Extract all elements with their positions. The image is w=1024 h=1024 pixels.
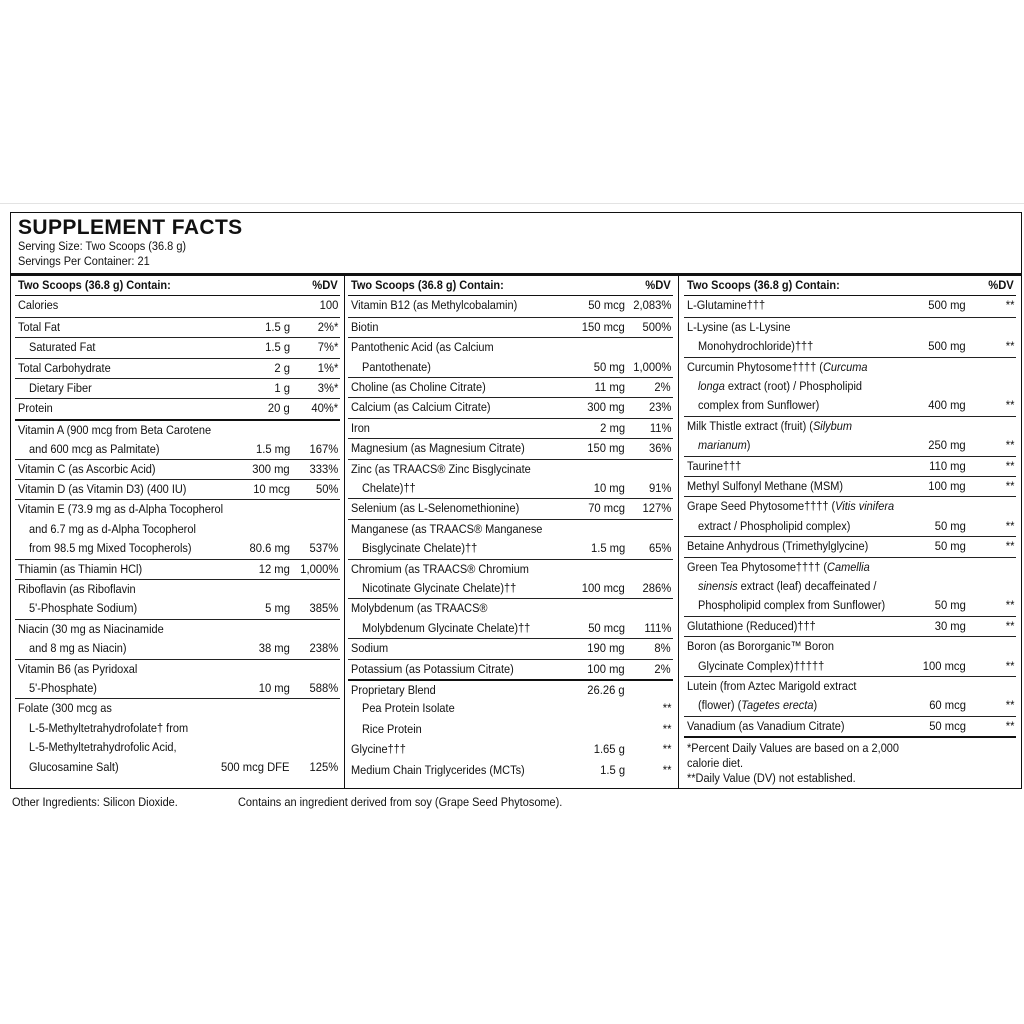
nutrient-daily-value: ** [662,721,671,736]
nutrient-row [15,337,340,357]
nutrient-name-continued: from 98.5 mg Mixed Tocopherols) [29,541,192,556]
nutrient-name: Curcumin Phytosome†††† (Curcuma [687,359,868,374]
nutrient-daily-value: ** [662,762,671,777]
nutrient-daily-value: 2%* [317,319,338,334]
nutrient-row [348,699,673,719]
nutrient-row [15,419,340,459]
nutrient-amount: 12 mg [258,561,290,576]
nutrient-name: Vitamin D (as Vitamin D3) (400 IU) [18,482,187,496]
nutrient-name: Glycine††† [351,742,406,757]
nutrient-name-continued: and 600 mcg as Palmitate) [29,442,160,457]
supplement-facts-panel [10,212,1022,789]
nutrient-name: Vitamin B6 (as Pyridoxal [18,661,138,676]
nutrient-daily-value: ** [662,701,671,716]
nutrient-row [684,536,1016,556]
nutrient-name: Pantothenic Acid (as Calcium [351,340,494,355]
nutrient-name-continued: Chelate)†† [362,480,416,495]
nutrient-name-continued: Pantothenate) [362,359,431,374]
nutrient-amount: 10 mcg [253,482,290,496]
nutrient-amount: 1.5 mg [590,541,625,556]
nutrient-amount: 100 mcg [922,658,966,673]
nutrient-name-continued: Phospholipid complex from Sunflower) [698,598,886,613]
nutrient-name: Green Tea Phytosome†††† (Camellia [687,559,870,574]
nutrient-name: Taurine††† [687,458,742,473]
nutrient-name: Vanadium (as Vanadium Citrate) [687,718,845,733]
nutrient-row [348,377,673,397]
nutrient-row [684,636,1016,676]
nutrient-name-continued: and 8 mg as Niacin) [29,641,127,656]
nutrient-amount: 10 mg [258,680,290,695]
nutrient-daily-value: ** [1005,618,1014,633]
nutrient-name-continued: Nicotinate Glycinate Chelate)†† [362,580,517,595]
soy-statement: Contains an ingredient derived from soy (Grape Seed Phytosome). [238,795,563,809]
nutrient-amount: 1.65 g [593,742,625,757]
nutrient-daily-value: 500% [642,319,671,334]
nutrient-name: Proprietary Blend [351,683,436,697]
nutrient-row [348,761,673,781]
nutrient-amount: 1.5 mg [255,442,290,457]
nutrient-name-continued: 5'-Phosphate) [29,680,97,695]
nutrient-name: Milk Thistle extract (fruit) (Silybum [687,418,852,433]
nutrient-name: L-Lysine (as L-Lysine [687,319,791,334]
column-header [684,276,1016,296]
nutrient-amount: 11 mg [594,380,625,394]
nutrient-amount: 190 mg [587,641,625,656]
nutrient-daily-value: 127% [642,501,671,516]
footnote-line: calorie diet. [687,756,744,771]
nutrient-amount: 26.26 g [587,683,625,697]
nutrient-name: Vitamin C (as Ascorbic Acid) [18,461,156,476]
nutrient-daily-value: 1%* [317,360,338,375]
nutrient-row [684,416,1016,456]
nutrient-row [15,559,340,579]
nutrient-name: Niacin (30 mg as Niacinamide [18,621,164,636]
nutrient-amount: 400 mg [928,398,966,413]
nutrient-row [348,438,673,458]
nutrient-row [348,397,673,417]
nutrient-amount: 1.5 g [265,340,290,355]
column-header-dv: %DV [988,278,1014,292]
nutrient-name: L-Glutamine††† [687,298,766,313]
nutrient-name: Vitamin B12 (as Methylcobalamin) [351,298,518,313]
nutrient-daily-value: 2,083% [632,298,671,313]
nutrient-name: Pea Protein Isolate [362,701,455,716]
nutrient-name: Manganese (as TRAACS® Manganese [351,521,543,536]
nutrient-daily-value: 8% [654,641,671,656]
nutrient-row [15,659,340,699]
nutrient-row [348,559,673,599]
nutrient-amount: 5 mg [265,601,290,616]
nutrient-name: Calcium (as Calcium Citrate) [351,400,491,415]
nutrient-daily-value: ** [1005,518,1014,533]
nutrient-name: Choline (as Choline Citrate) [351,380,486,394]
nutrient-daily-value: ** [1005,339,1014,354]
nutrient-row [348,679,673,699]
nutrient-row [348,519,673,559]
nutrient-daily-value: 2% [654,380,671,394]
nutrient-amount: 500 mg [928,339,966,354]
nutrient-name: Boron (as Bororganic™ Boron [687,639,834,654]
nutrient-daily-value: ** [1005,438,1014,453]
nutrient-name: Betaine Anhydrous (Trimethylglycine) [687,539,869,554]
nutrient-name: Calories [18,298,59,313]
nutrient-row [15,579,340,619]
servings-per-container: Servings Per Container: 21 [18,254,150,268]
nutrient-name-continued: extract / Phospholipid complex) [698,518,851,533]
nutrient-name: Molybdenum (as TRAACS® [351,601,488,616]
nutrient-row [15,479,340,499]
nutrient-amount: 50 mcg [929,718,966,733]
column-header-label: Two Scoops (36.8 g) Contain: [687,278,840,292]
nutrient-daily-value: 333% [309,461,338,476]
nutrient-amount: 50 mcg [588,298,625,313]
nutrient-name: Total Carbohydrate [18,360,111,375]
column-header-dv: %DV [312,278,338,292]
nutrient-amount: 500 mg [928,298,966,313]
nutrient-row [684,456,1016,476]
nutrient-row [348,317,673,337]
nutrient-amount: 1.5 g [265,319,290,334]
nutrient-daily-value: 238% [309,641,338,656]
nutrient-amount: 30 mg [934,618,966,633]
nutrient-row [15,398,340,418]
nutrient-name: Methyl Sulfonyl Methane (MSM) [687,479,844,493]
nutrient-daily-value: 588% [309,680,338,695]
nutrient-row [348,296,673,316]
nutrient-amount: 50 mcg [588,620,625,635]
nutrient-amount: 500 mcg DFE [221,759,290,774]
column-header [15,276,340,296]
nutrient-name: Chromium (as TRAACS® Chromium [351,561,529,576]
nutrient-row [15,358,340,378]
nutrient-daily-value: 3%* [317,381,338,395]
nutrient-daily-value: 2% [654,661,671,676]
nutrient-name: Total Fat [18,319,61,334]
nutrient-row [348,418,673,438]
nutrient-name: Zinc (as TRAACS® Zinc Bisglycinate [351,461,531,476]
top-divider [0,203,1024,204]
nutrient-amount: 80.6 mg [249,541,290,556]
nutrient-name-continued: L-5-Methyltetrahydrofolate† from [29,720,189,735]
nutrient-name: Iron [351,420,370,435]
nutrient-name-continued: (flower) (Tagetes erecta) [698,698,818,713]
nutrient-daily-value: 36% [648,441,671,456]
nutrient-amount: 250 mg [928,438,966,453]
column-header-dv: %DV [645,278,671,292]
nutrient-name: Saturated Fat [29,340,96,355]
nutrient-name-continued: Molybdenum Glycinate Chelate)†† [362,620,531,635]
nutrient-amount: 50 mg [934,518,966,533]
nutrient-row [348,459,673,499]
nutrient-amount: 50 mg [934,539,966,554]
nutrient-daily-value: ** [1005,479,1014,493]
nutrient-daily-value: ** [1005,658,1014,673]
nutrient-daily-value: 50% [315,482,338,496]
nutrient-row [15,698,340,777]
nutrient-row [348,659,673,679]
nutrient-name-continued: 5'-Phosphate Sodium) [29,601,138,616]
nutrient-daily-value: ** [1005,598,1014,613]
nutrient-row [348,598,673,638]
nutrient-daily-value: 125% [309,759,338,774]
nutrient-name-continued: and 6.7 mg as d-Alpha Tocopherol [29,521,196,536]
nutrient-amount: 100 mcg [581,580,625,595]
nutrient-name: Thiamin (as Thiamin HCl) [18,561,143,576]
nutrient-amount: 300 mg [587,400,625,415]
nutrient-amount: 10 mg [593,480,625,495]
column-header-label: Two Scoops (36.8 g) Contain: [351,278,504,292]
nutrient-name-continued: Glycinate Complex)††††† [698,658,825,673]
nutrient-name-continued: Monohydrochloride)††† [698,339,814,354]
nutrient-amount: 1.5 g [600,762,625,777]
nutrient-daily-value: 91% [648,480,671,495]
nutrient-amount: 150 mcg [581,319,625,334]
nutrient-daily-value: 11% [649,420,671,435]
nutrient-daily-value: 167% [309,442,338,457]
nutrient-daily-value: 100 [319,298,338,313]
nutrient-amount: 70 mcg [588,501,625,516]
nutrient-name: Magnesium (as Magnesium Citrate) [351,441,525,456]
footnote-line: **Daily Value (DV) not established. [687,771,856,786]
nutrient-name-continued: complex from Sunflower) [698,398,820,413]
nutrient-name: Medium Chain Triglycerides (MCTs) [351,762,525,777]
nutrient-name: Biotin [351,319,379,334]
nutrient-amount: 38 mg [258,641,290,656]
nutrient-row [684,616,1016,636]
nutrient-daily-value: 40%* [311,401,338,416]
nutrient-row [348,638,673,658]
nutrient-daily-value: ** [1005,458,1014,473]
nutrient-name-continued: L-5-Methyltetrahydrofolic Acid, [29,740,177,755]
nutrient-row [348,337,673,377]
nutrient-amount: 50 mg [593,359,625,374]
other-ingredients: Other Ingredients: Silicon Dioxide. [12,795,178,809]
nutrient-amount: 2 g [274,360,290,375]
nutrient-row [348,720,673,740]
nutrient-daily-value: ** [1005,539,1014,554]
nutrient-daily-value: ** [662,742,671,757]
nutrient-amount: 60 mcg [929,698,966,713]
nutrient-name: Dietary Fiber [29,381,92,395]
nutrient-amount: 100 mg [928,479,966,493]
nutrient-name: Vitamin E (73.9 mg as d-Alpha Tocopherol [18,502,224,517]
serving-size: Serving Size: Two Scoops (36.8 g) [18,239,187,253]
nutrient-name-continued: longa extract (root) / Phospholipid [698,378,863,393]
nutrient-row [15,296,340,316]
nutrient-amount: 110 mg [929,458,966,473]
nutrient-row [15,317,340,337]
footnote-line: *Percent Daily Values are based on a 2,000 [687,741,900,756]
nutrient-daily-value: ** [1005,698,1014,713]
nutrient-name: Potassium (as Potassium Citrate) [351,661,514,676]
nutrient-daily-value: 286% [642,580,671,595]
nutrient-amount: 150 mg [587,441,625,456]
nutrient-row [15,619,340,659]
nutrient-name-continued: sinensis extract (leaf) decaffeinated / [698,578,877,593]
nutrient-row [684,557,1016,616]
nutrient-name: Grape Seed Phytosome†††† (Vitis vinifera [687,499,895,514]
nutrient-name: Glutathione (Reduced)††† [687,618,816,633]
nutrient-daily-value: 65% [648,541,671,556]
nutrient-name-continued: marianum) [698,438,751,453]
nutrient-row [684,476,1016,496]
nutrient-name: Vitamin A (900 mcg from Beta Carotene [18,422,212,437]
nutrient-name: Sodium [351,641,389,656]
nutrient-amount: 20 g [268,401,290,416]
nutrient-column-1 [15,276,340,788]
nutrient-name: Folate (300 mcg as [18,701,112,716]
nutrient-name: Riboflavin (as Riboflavin [18,582,136,596]
nutrient-amount: 50 mg [934,598,966,613]
nutrient-row [348,498,673,518]
nutrient-amount: 1 g [274,381,290,395]
panel-title: SUPPLEMENT FACTS [18,216,243,239]
nutrient-daily-value: ** [1005,398,1014,413]
nutrient-amount: 300 mg [252,461,290,476]
nutrient-daily-value: 111% [643,620,671,635]
nutrient-daily-value: 385% [309,601,338,616]
nutrient-name-continued: Glucosamine Salt) [29,759,119,774]
nutrient-row [684,357,1016,416]
column-header-label: Two Scoops (36.8 g) Contain: [18,278,171,292]
nutrient-daily-value: 1,000% [299,561,338,576]
nutrient-row [684,716,1016,736]
nutrient-daily-value: 7%* [317,340,338,355]
nutrient-name: Protein [18,401,53,416]
nutrient-row [348,740,673,760]
nutrient-row [15,378,340,398]
nutrient-row [15,499,340,558]
nutrient-amount: 2 mg [600,420,625,435]
nutrient-name: Rice Protein [362,721,422,736]
nutrient-amount: 100 mg [587,661,625,676]
nutrient-daily-value: ** [1005,718,1014,733]
nutrient-daily-value: 537% [309,541,338,556]
nutrient-name: Lutein (from Aztec Marigold extract [687,679,857,693]
column-header [348,276,673,296]
nutrient-name: Selenium (as L-Selenomethionine) [351,501,520,516]
nutrient-row [684,317,1016,357]
nutrient-name-continued: Bisglycinate Chelate)†† [362,541,478,556]
column-divider [344,276,345,788]
nutrient-daily-value: 23% [648,400,671,415]
nutrient-column-2 [348,276,673,788]
footnotes [684,736,1016,787]
nutrient-row [684,676,1016,716]
column-divider [678,276,679,788]
nutrient-column-3 [684,276,1016,788]
nutrient-daily-value: ** [1005,298,1014,313]
nutrient-daily-value: 1,000% [632,359,671,374]
nutrient-row [684,296,1016,316]
nutrient-row [684,496,1016,536]
nutrient-row [15,459,340,479]
